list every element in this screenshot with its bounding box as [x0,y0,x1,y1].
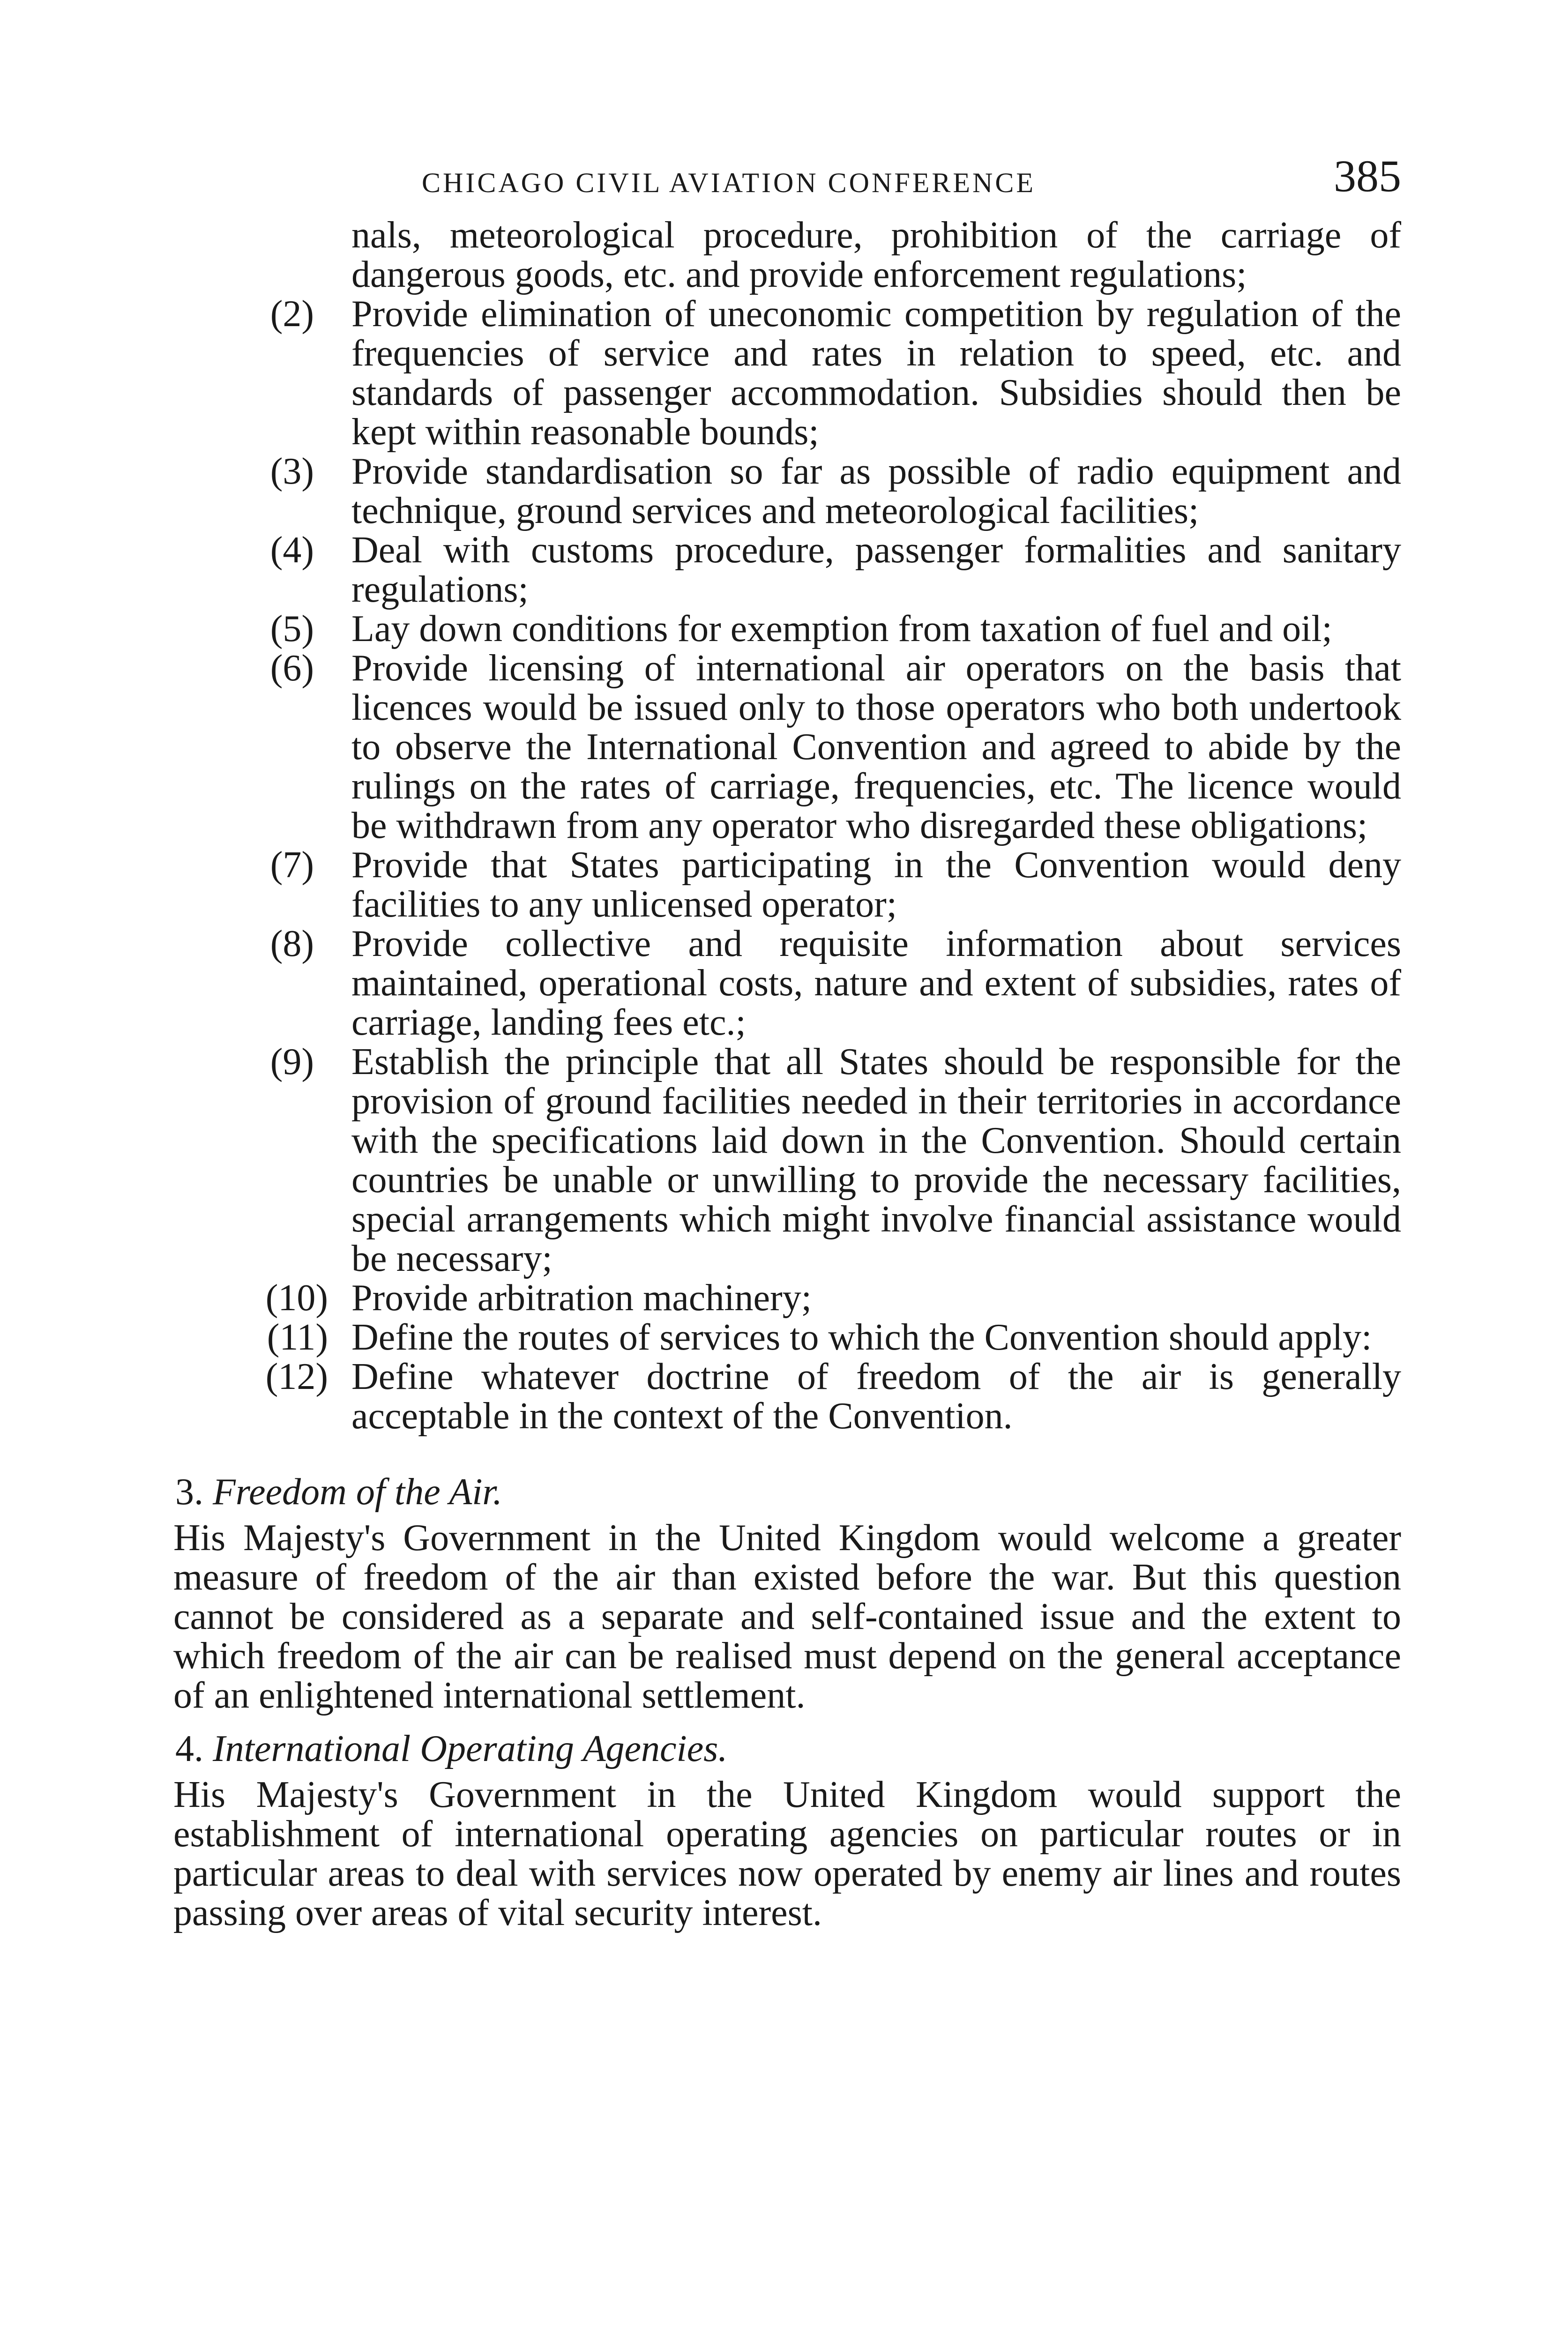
list-item [173,1042,1401,1278]
item-number: (6) [270,648,314,689]
section-paragraph: His Majesty's Government in the United Kingdom would support the establishment of international operating agencies on particular routes or in particular areas to deal with services now operated by enemy air lines and routes passing over areas of vital security interest. [173,1774,1401,1933]
list-item [173,924,1401,1042]
item-number: (8) [270,923,314,964]
section-title: Freedom of the Air. [213,1471,502,1513]
document-body [173,216,1401,1933]
item-text: Provide elimination of uneconomic competition by regulation of the frequencies of service and rates in relation to speed, etc. and standards of passenger accommodation. Subsidies should then be kept within reasonable bounds; [351,293,1401,453]
item-number: (7) [270,844,314,886]
item-text: Provide that States participating in the Convention would deny facilities to any unlicensed operator; [351,844,1401,925]
item-text: Establish the principle that all States should be responsible for the provision of ground facilities needed in their territories in accordance with the specifications laid down in the Convention. Should certain countries be unable or unwilling to provide the necessary facilities, special arrangements which might involve financial assistance would be necessary; [351,1041,1401,1279]
list-item [173,452,1401,530]
section-heading [175,1472,1401,1512]
item-number: (9) [270,1041,314,1082]
section-number: 3. [175,1471,203,1513]
item-number: (3) [270,451,314,492]
item-number: (2) [270,293,314,335]
item-number: (4) [270,530,314,571]
item-number: (10) [265,1277,328,1319]
item-text: Define whatever doctrine of freedom of the air is generally acceptable in the context of the Convention. [351,1356,1401,1437]
section-number: 4. [175,1728,203,1769]
page-header [173,150,1401,216]
section-paragraph: His Majesty's Government in the United Kingdom would welcome a greater measure of freedom of the air than existed before the war. But this question cannot be considered as a separate and self-contained issue and the extent to which freedom of the air can be realised must depend on the general acceptance of an enlightened international settlement. [173,1517,1401,1716]
list-item [173,845,1401,924]
list-item [173,530,1401,609]
list-item [173,294,1401,452]
list-item [173,1278,1401,1318]
item-text: Provide arbitration machinery; [351,1277,812,1319]
continuation-text: nals, meteorological procedure, prohibition of the carriage of dangerous goods, etc. and provide enforcement regulations; [351,215,1401,295]
section-title: International Operating Agencies. [213,1728,728,1769]
list-item [173,609,1401,649]
item-number: (12) [265,1356,328,1397]
item-number: (11) [267,1317,328,1358]
item-text: Provide standardisation so far as possible of radio equipment and technique, ground services and meteorological facilities; [351,451,1401,531]
item-text: Provide collective and requisite information about services maintained, operational costs, nature and extent of subsidies, rates of carriage, landing fees etc.; [351,923,1401,1043]
list-item [173,649,1401,845]
section-heading [175,1729,1401,1768]
item-text: Define the routes of services to which the Convention should apply: [351,1317,1372,1358]
item-text: Provide licensing of international air operators on the basis that licences would be issued only to those operators who both undertook to observe the International Convention and agreed to abide by the rulings on the rates of carriage, frequencies, etc. The licence would be withdrawn from any operator who disregarded these obligations; [351,648,1401,846]
running-head: CHICAGO CIVIL AVIATION CONFERENCE [422,167,1036,198]
document-page [173,150,1401,1933]
item-text: Lay down conditions for exemption from taxation of fuel and oil; [351,608,1332,649]
item-text: Deal with customs procedure, passenger formalities and sanitary regulations; [351,530,1401,610]
page-number: 385 [1334,151,1401,201]
list-item [173,1357,1401,1436]
item-number: (5) [270,608,314,649]
list-item [173,1318,1401,1357]
